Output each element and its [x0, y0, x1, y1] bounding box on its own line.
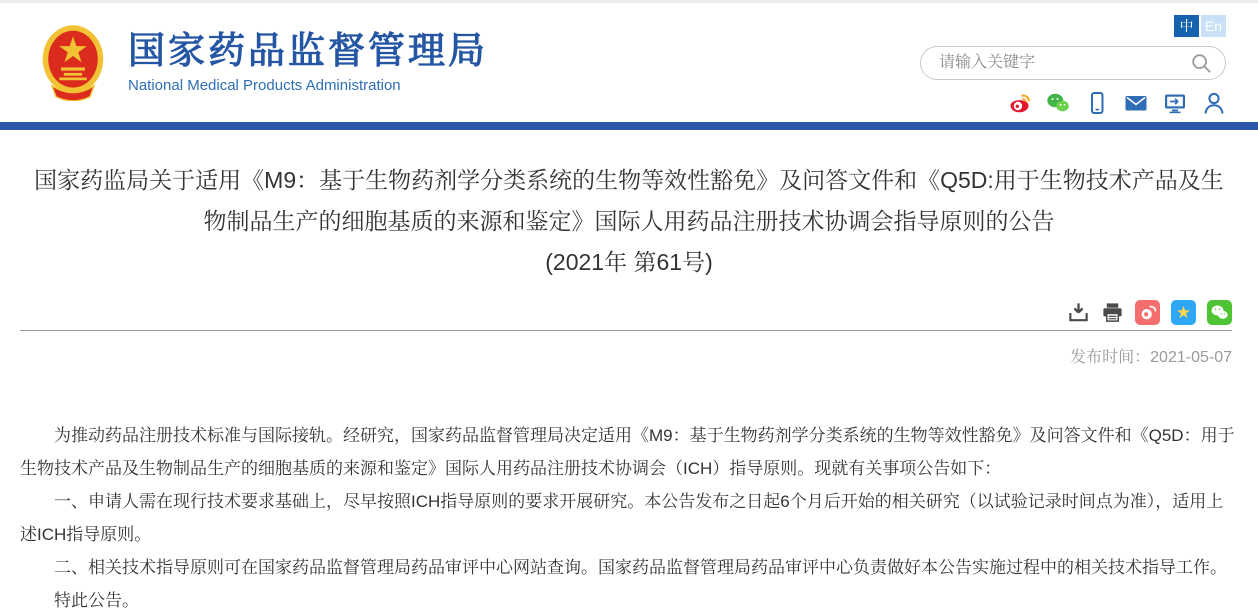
mail-icon[interactable]: [1124, 91, 1148, 115]
site-name-zh: 国家药品监督管理局: [128, 29, 488, 71]
mobile-icon[interactable]: [1085, 91, 1109, 115]
paragraph: 一、申请人需在现行技术要求基础上，尽早按照ICH指导原则的要求开展研究。本公告发布之日起6个月后开始的相关研究（以试验记录时间点为准），适用上述ICH指导原则。: [20, 492, 1224, 544]
paragraph: 特此公告。: [54, 591, 139, 608]
monitor-icon[interactable]: [1163, 91, 1187, 115]
publish-date: 发布时间：2021-05-07: [1070, 349, 1232, 366]
header-right: [920, 15, 1226, 115]
article-actions-row: [20, 299, 1232, 325]
article-title: 国家药监局关于适用《M9：基于生物药剂学分类系统的生物等效性豁免》及问答文件和《Q5D:用于生物技术产品及生物制品生产的细胞基质的来源和鉴定》国际人用药品注册技术协调会指导原则的公告: [34, 167, 1224, 234]
header-social-row: [920, 91, 1226, 115]
qzone-share-icon: ★: [1175, 302, 1192, 322]
search-input[interactable]: [937, 53, 1189, 73]
download-button[interactable]: [1067, 301, 1090, 324]
user-icon[interactable]: [1202, 91, 1226, 115]
download-icon: [1067, 301, 1090, 324]
lang-en-button[interactable]: En: [1201, 15, 1226, 37]
paragraph: 二、相关技术指导原则可在国家药品监督管理局药品审评中心网站查询。国家药品监督管理局药品审评中心负责做好本公告实施过程中的相关技术指导工作。: [54, 558, 1227, 577]
paragraph: 为推动药品注册技术标准与国际接轨。经研究，国家药品监督管理局决定适用《M9：基于生物药剂学分类系统的生物等效性豁免》及问答文件和《Q5D：用于生物技术产品及生物制品生产的细胞基质的来源和鉴定》国际人用药品注册技术协调会（ICH）指导原则。现就有关事项公告如下：: [20, 426, 1235, 478]
lang-zh-button[interactable]: 中: [1174, 15, 1199, 37]
article-body: [20, 419, 1238, 608]
site-name-en: National Medical Products Administration: [128, 76, 401, 94]
wechat-icon[interactable]: [1046, 91, 1070, 115]
title-divider: [20, 330, 1232, 331]
wechat-share-icon: [1210, 303, 1229, 322]
wechat-share-button[interactable]: [1207, 300, 1232, 325]
site-name-block: [128, 29, 488, 94]
magnifier-icon: [1190, 52, 1212, 74]
article-issue-number: (2021年 第61号): [545, 249, 713, 275]
print-icon: [1101, 301, 1124, 324]
qzone-share-button[interactable]: [1171, 300, 1196, 325]
header-divider-bar: [0, 122, 1258, 130]
print-button[interactable]: [1101, 301, 1124, 324]
weibo-share-button[interactable]: [1135, 300, 1160, 325]
language-toggle: [920, 15, 1226, 37]
search-box: [920, 46, 1226, 80]
weibo-share-icon: [1138, 303, 1157, 322]
search-button[interactable]: [1189, 51, 1213, 75]
national-emblem-icon: [40, 21, 106, 101]
article-area: [0, 160, 1258, 608]
site-header: [0, 0, 1258, 122]
site-logo-link[interactable]: [40, 21, 488, 101]
weibo-icon[interactable]: [1007, 91, 1031, 115]
